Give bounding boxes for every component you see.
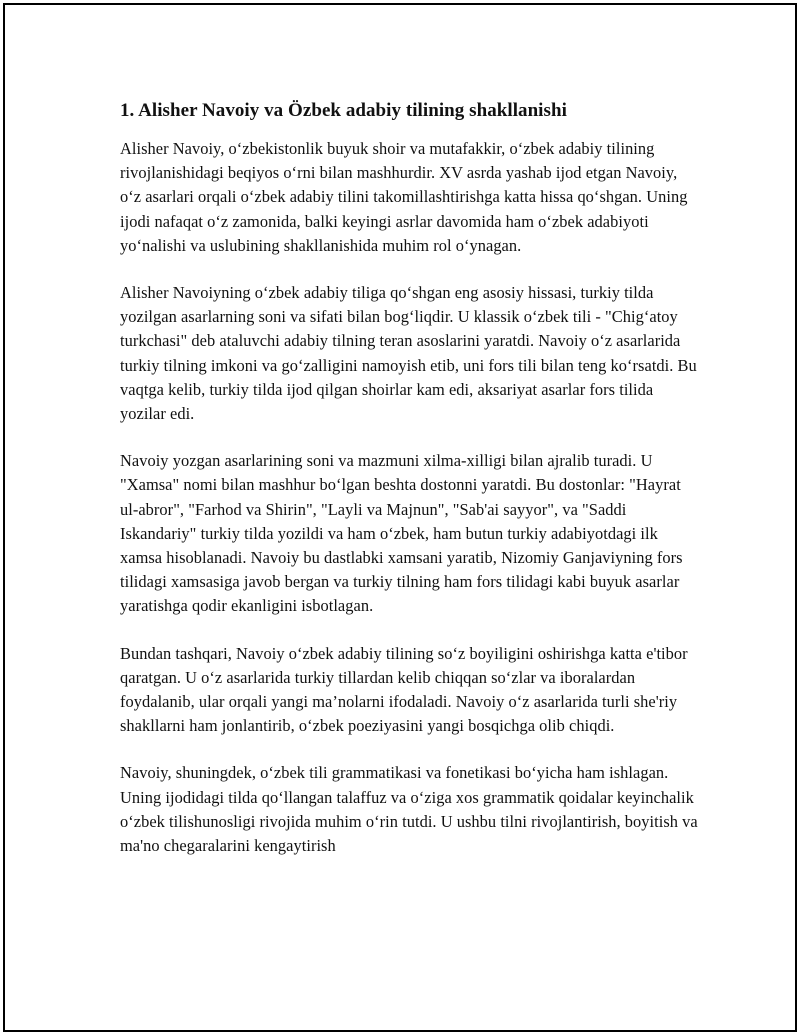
paragraph-2: Alisher Navoiyning o‘zbek adabiy tiliga qo‘shgan eng asosiy hissasi, turkiy tilda yozilgan asarlarning soni va sifati bilan bog‘liqdir. U klassik o‘zbek tili - "Chig‘atoy turkchasi" deb ataluvchi adabiy tilning teran asoslarini yaratdi. Navoiy o‘z asarlarida turkiy tilning imkoni va go‘zalligini namoyish etib, uni fors tili bilan teng ko‘rsatdi. Bu vaqtga kelib, turkiy tilda ijod qilgan shoirlar kam edi, aksariyat asarlar fors tilida yozilar edi. [120, 283, 697, 424]
paragraph-5: Navoiy, shuningdek, o‘zbek tili grammatikasi va fonetikasi bo‘yicha ham ishlagan. Uning ijodidagi tilda qo‘llangan talaffuz va o‘ziga xos grammatik qoidalar keyinchalik o‘zbek tilishunosligi rivojida muhim o‘rin tutdi. U ushbu tilni rivojlantirish, boyitish va ma'no chegaralarini kengaytirish [120, 763, 698, 856]
paragraph-3: Navoiy yozgan asarlarining soni va mazmuni xilma-xilligi bilan ajralib turadi. U "Xamsa" nomi bilan mashhur bo‘lgan beshta dostonni yaratdi. Bu dostonlar: "Hayrat ul-abror", "Farhod va Shirin", "Layli va Majnun", "Sab'ai sayyor", va "Saddi Iskandariy" turkiy tilda yozildi va ham o‘zbek, ham butun turkiy adabiyotdagi ilk xamsa hisoblanadi. Navoiy bu dastlabki xamsani yaratib, Nizomiy Ganjaviyning fors tilidagi xamsasiga javob bergan va turkiy tilning ham fors tilidagi kabi buyuk asarlar yaratishga qodir ekanligini isbotlagan. [120, 451, 683, 616]
document-title: 1. Alisher Navoiy va Özbek adabiy tilining shakllanishi [120, 100, 567, 121]
paragraph-4: Bundan tashqari, Navoiy o‘zbek adabiy tilining so‘z boyiligini oshirishga katta e'tibor qaratgan. U o‘z asarlarida turkiy tillardan kelib chiqqan so‘zlar va iboralardan foydalanib, ular orqali yangi ma’nolarni ifodaladi. Navoiy o‘z asarlarida turli she'riy shakllarni ham jonlantirib, o‘zbek poeziyasini yangi bosqichga olib chiqdi. [120, 643, 688, 736]
document-page [3, 3, 797, 1032]
document-body [120, 99, 700, 881]
paragraph-1: Alisher Navoiy, o‘zbekistonlik buyuk shoir va mutafakkir, o‘zbek adabiy tilining rivojlanishidagi beqiyos o‘rni bilan mashhurdir. XV asrda yashab ijod etgan Navoiy, o‘z asarlari orqali o‘zbek adabiy tilini takomillashtirishga katta hissa qo‘shgan. Uning ijodi nafaqat o‘z zamonida, balki keyingi asrlar davomida ham o‘zbek adabiyoti yo‘nalishi va uslubining shakllanishida muhim rol o‘ynagan. [120, 139, 688, 255]
